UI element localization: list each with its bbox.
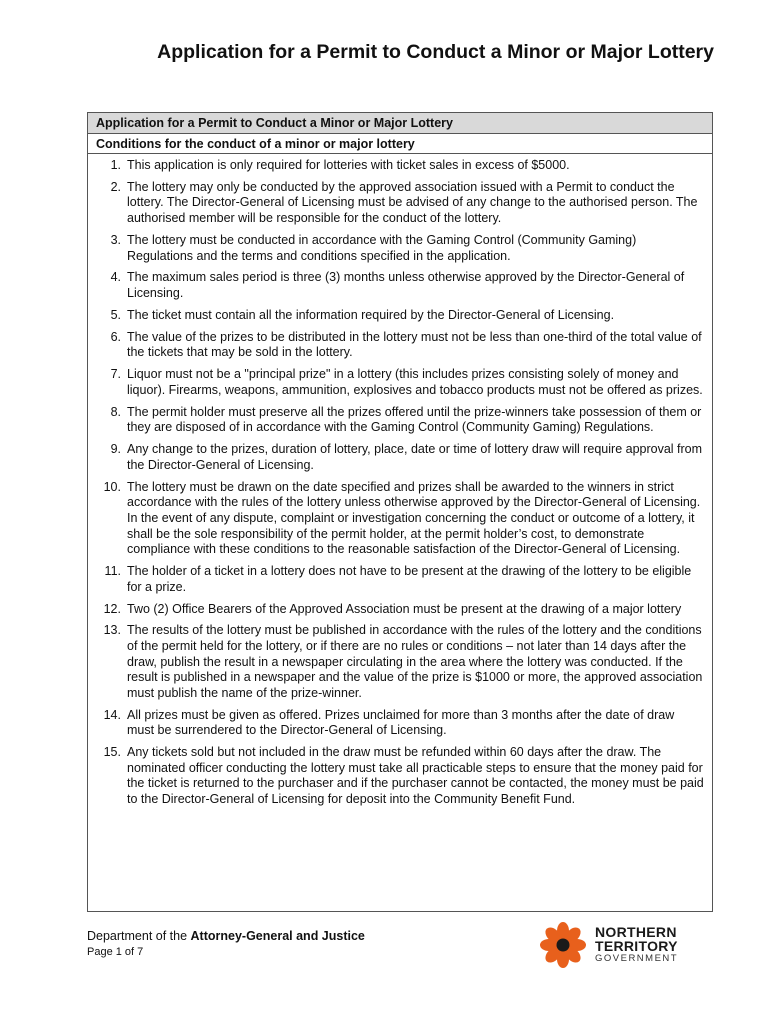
logo-line1: NORTHERN <box>595 924 677 940</box>
logo-line2: TERRITORY <box>595 938 678 954</box>
condition-text: Two (2) Office Bearers of the Approved Association must be present at the drawing of a major lottery <box>127 601 682 616</box>
conditions-list <box>88 154 712 808</box>
condition-item <box>96 367 704 398</box>
condition-text: All prizes must be given as offered. Prizes unclaimed for more than 3 months after the date of draw must be surrendered to the Director-General of Licensing. <box>127 707 675 738</box>
footer-dept-prefix: Department of the <box>87 929 191 943</box>
condition-text: The permit holder must preserve all the prizes offered until the prize-winners take possession of them or they are disposed of in accordance with the Gaming Control (Community Gaming) Regulations. <box>127 404 702 435</box>
condition-text: The maximum sales period is three (3) months unless otherwise approved by the Director-General of Licensing. <box>127 270 685 301</box>
condition-number: 3. <box>110 232 121 247</box>
condition-item <box>96 270 704 301</box>
condition-text: The lottery must be drawn on the date specified and prizes shall be awarded to the winners in strict accordance with the rules of the lottery unless otherwise approved by the Director-General of Licensing. In the event of any dispute, complaint or investigation concerning the conduct or outcome of a lottery, it shall be the sole responsibility of the permit holder, at the permit holder’s cost, to demonstrate compliance with these conditions to the reasonable satisfaction of the Director-General of Licensing. <box>127 479 701 557</box>
condition-item <box>96 602 704 618</box>
condition-number: 4. <box>110 270 121 285</box>
condition-item <box>96 308 704 324</box>
box-header: Application for a Permit to Conduct a Minor or Major Lottery <box>88 113 712 134</box>
condition-item <box>96 180 704 227</box>
condition-number: 2. <box>110 179 121 194</box>
condition-number: 13. <box>103 623 121 638</box>
condition-number: 1. <box>110 158 121 172</box>
condition-number: 9. <box>110 442 121 457</box>
condition-item <box>96 480 704 558</box>
condition-item <box>96 623 704 701</box>
condition-text: Any change to the prizes, duration of lottery, place, date or time of lottery draw will require approval from the Director-General of Licensing. <box>127 442 703 472</box>
condition-text: The holder of a ticket in a lottery does not have to be present at the drawing of the lottery to be eligible for a prize. <box>127 564 692 594</box>
document-title: Application for a Permit to Conduct a Minor or Major Lottery <box>157 41 714 63</box>
condition-item <box>96 564 704 595</box>
condition-item <box>96 442 704 473</box>
condition-text: This application is only required for lotteries with ticket sales in excess of $5000. <box>127 158 570 172</box>
condition-number: 6. <box>110 329 121 344</box>
condition-number: 15. <box>103 745 121 760</box>
condition-item <box>96 233 704 264</box>
nt-government-logo <box>540 922 680 968</box>
condition-item <box>96 330 704 361</box>
condition-item <box>96 405 704 436</box>
condition-item <box>96 708 704 739</box>
logo-line3: GOVERNMENT <box>595 953 679 964</box>
condition-number: 11. <box>104 564 121 579</box>
footer-department <box>87 929 365 944</box>
condition-number: 7. <box>110 367 121 382</box>
condition-item <box>96 745 704 807</box>
condition-text: The lottery must be conducted in accordance with the Gaming Control (Community Gaming) Regulations and the terms and conditions specified in the application. <box>127 232 637 263</box>
nt-flower-emblem-icon <box>540 922 586 968</box>
conditions-box <box>87 112 713 912</box>
condition-text: The lottery may only be conducted by the approved association issued with a Permit to conduct the lottery. The Director-General of Licensing must be advised of any change to the authorised person. The authorised member will be responsible for the conduct of the lottery. <box>127 179 698 226</box>
condition-text: The ticket must contain all the information required by the Director-General of Licensing. <box>127 307 615 322</box>
condition-text: Any tickets sold but not included in the draw must be refunded within 60 days after the draw. The nominated officer conducting the lottery must take all practicable steps to ensure that the money paid for the ticket is returned to the purchaser and if the purchaser cannot be contacted, the money must be paid to the Director-General of Licensing for deposit into the Community Benefit Fund. <box>127 745 704 806</box>
box-subheader: Conditions for the conduct of a minor or major lottery <box>88 134 712 154</box>
condition-item <box>96 158 704 174</box>
condition-text: The results of the lottery must be published in accordance with the rules of the lottery and the conditions of the permit held for the lottery, or if there are no rules or conditions – not later than 14 days after the draw, publish the result in a newspaper circulating in the area where the lottery was conducted. If the result is published in a newspaper and the value of the prize is $1000 or more, the approved association must publish the name of the prize-winner. <box>127 623 703 700</box>
footer-dept-name: Attorney-General and Justice <box>190 929 365 943</box>
condition-text: The value of the prizes to be distributed in the lottery must not be less than one-third of the total value of the tickets that may be sold in the lottery. <box>127 329 702 360</box>
condition-number: 12. <box>103 601 121 616</box>
condition-text: Liquor must not be a "principal prize" in a lottery (this includes prizes consisting solely of money and liquor). Firearms, weapons, ammunition, explosives and tobacco products must not be offered as prizes. <box>127 367 703 397</box>
condition-number: 5. <box>110 307 121 322</box>
page-number: Page 1 of 7 <box>87 946 144 958</box>
condition-number: 14. <box>103 707 121 722</box>
condition-number: 8. <box>110 404 121 419</box>
condition-number: 10. <box>103 479 121 494</box>
